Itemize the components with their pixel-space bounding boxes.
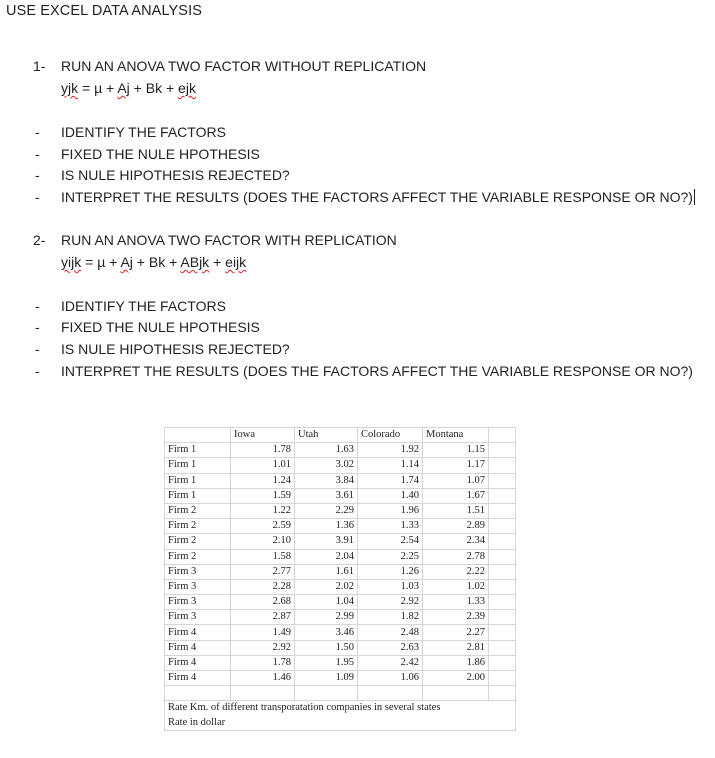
formula-mid: = µ + — [78, 80, 118, 96]
row-label[interactable]: Firm 4 — [165, 625, 231, 640]
row-label[interactable]: Firm 3 — [165, 579, 231, 594]
table-cell[interactable]: 1.67 — [423, 488, 489, 503]
empty-cell[interactable] — [231, 686, 295, 701]
table-cell[interactable]: 2.04 — [295, 549, 358, 564]
row-label[interactable]: Firm 2 — [165, 534, 231, 549]
bullet-marker: - — [35, 341, 40, 357]
row-label[interactable]: Firm 3 — [165, 595, 231, 610]
table-cell[interactable]: 1.15 — [423, 443, 489, 458]
empty-cell[interactable] — [489, 549, 516, 564]
table-cell[interactable]: 1.78 — [231, 655, 295, 670]
row-label[interactable]: Firm 1 — [165, 458, 231, 473]
table-cell[interactable]: 1.02 — [423, 579, 489, 594]
table-row — [165, 549, 516, 564]
empty-cell[interactable] — [358, 686, 423, 701]
column-header[interactable]: Colorado — [358, 428, 423, 443]
table-cell[interactable]: 1.74 — [358, 473, 423, 488]
table-cell[interactable]: 1.58 — [231, 549, 295, 564]
table-cell[interactable]: 2.42 — [358, 655, 423, 670]
row-label[interactable]: Firm 4 — [165, 640, 231, 655]
section1-bullet: IDENTIFY THE FACTORS — [61, 124, 226, 140]
table-cell[interactable]: 2.99 — [295, 610, 358, 625]
table-row — [165, 655, 516, 670]
table-cell[interactable]: 1.78 — [231, 443, 295, 458]
empty-cell[interactable] — [489, 655, 516, 670]
table-cell[interactable]: 2.25 — [358, 549, 423, 564]
bullet-marker: - — [35, 167, 40, 183]
bullet-marker: - — [35, 146, 40, 162]
table-row — [165, 671, 516, 686]
table-cell[interactable]: 2.92 — [231, 640, 295, 655]
formula-plus: + — [209, 254, 226, 270]
column-header[interactable]: Montana — [423, 428, 489, 443]
section1-formula — [61, 80, 196, 96]
table-cell[interactable]: 2.78 — [423, 549, 489, 564]
table-cell[interactable]: 1.63 — [295, 443, 358, 458]
table-cell[interactable]: 1.51 — [423, 503, 489, 518]
empty-cell[interactable] — [489, 686, 516, 701]
table-row — [165, 595, 516, 610]
table-row — [165, 579, 516, 594]
table-cell[interactable]: 2.48 — [358, 625, 423, 640]
table-cell[interactable]: 1.14 — [358, 458, 423, 473]
table-cell[interactable]: 2.02 — [295, 579, 358, 594]
formula-y: yjk — [61, 80, 79, 96]
section2-formula — [61, 254, 246, 270]
table-cell[interactable]: 1.06 — [358, 671, 423, 686]
table-cell[interactable]: 1.59 — [231, 488, 295, 503]
table-row — [165, 443, 516, 458]
formula-plus: + Bk + — [132, 254, 181, 270]
text-cursor — [694, 189, 695, 205]
table-cell[interactable]: 1.33 — [358, 519, 423, 534]
table-cell[interactable]: 1.61 — [295, 564, 358, 579]
table-cell[interactable]: 3.91 — [295, 534, 358, 549]
table-cell[interactable]: 2.63 — [358, 640, 423, 655]
empty-cell[interactable] — [489, 443, 516, 458]
empty-cell[interactable] — [489, 488, 516, 503]
table-cell[interactable]: 2.34 — [423, 534, 489, 549]
empty-cell[interactable] — [165, 686, 231, 701]
table-cell[interactable]: 1.07 — [423, 473, 489, 488]
table-cell[interactable]: 1.46 — [231, 671, 295, 686]
formula-e: ejk — [178, 80, 196, 96]
empty-cell[interactable] — [489, 640, 516, 655]
table-cell[interactable]: 2.92 — [358, 595, 423, 610]
bullet-marker: - — [35, 189, 40, 205]
section2-number: 2- — [33, 232, 46, 248]
table-cell[interactable]: 1.36 — [295, 519, 358, 534]
empty-cell[interactable] — [489, 503, 516, 518]
table-cell[interactable]: 1.22 — [231, 503, 295, 518]
bullet-marker: - — [35, 124, 40, 140]
section1-bullet-with-cursor[interactable] — [61, 189, 695, 205]
row-label[interactable]: Firm 2 — [165, 503, 231, 518]
row-label[interactable]: Firm 3 — [165, 564, 231, 579]
empty-cell[interactable] — [489, 610, 516, 625]
table-row — [165, 640, 516, 655]
table-cell[interactable]: 1.17 — [423, 458, 489, 473]
empty-cell[interactable] — [489, 473, 516, 488]
table-cell[interactable]: 2.59 — [231, 519, 295, 534]
table-cell[interactable]: 2.68 — [231, 595, 295, 610]
row-label[interactable]: Firm 1 — [165, 488, 231, 503]
table-cell[interactable]: 2.29 — [295, 503, 358, 518]
empty-cell[interactable] — [489, 458, 516, 473]
table-row — [165, 610, 516, 625]
section1-bullet: IS NULE HIPOTHESIS REJECTED? — [61, 167, 290, 183]
table-row — [165, 503, 516, 518]
table-cell[interactable]: 2.54 — [358, 534, 423, 549]
table-cell[interactable]: 2.87 — [231, 610, 295, 625]
section2-bullet: INTERPRET THE RESULTS (DOES THE FACTORS AFFECT THE VARIABLE RESPONSE OR NO?) — [61, 363, 693, 379]
table-cell[interactable]: 1.24 — [231, 473, 295, 488]
page-title: USE EXCEL DATA ANALYSIS — [6, 3, 202, 19]
bullet-marker: - — [35, 319, 40, 335]
table-header-row — [165, 428, 516, 443]
table-cell[interactable]: 1.01 — [231, 458, 295, 473]
table-cell[interactable]: 1.33 — [423, 595, 489, 610]
table-cell[interactable]: 2.00 — [423, 671, 489, 686]
table-cell[interactable]: 1.95 — [295, 655, 358, 670]
bullet-marker: - — [35, 363, 40, 379]
empty-cell[interactable] — [489, 671, 516, 686]
empty-cell[interactable] — [295, 686, 358, 701]
empty-cell[interactable] — [489, 625, 516, 640]
table-row — [165, 564, 516, 579]
column-header[interactable] — [165, 428, 231, 443]
table-cell[interactable]: 1.04 — [295, 595, 358, 610]
table-row — [165, 625, 516, 640]
formula-ab: ABjk — [180, 254, 210, 270]
formula-mid: = µ + — [81, 254, 121, 270]
table-cell[interactable]: 1.96 — [358, 503, 423, 518]
data-table — [164, 427, 516, 731]
table-cell[interactable]: 3.46 — [295, 625, 358, 640]
formula-a: Aj — [120, 254, 133, 270]
table-cell[interactable]: 2.10 — [231, 534, 295, 549]
empty-cell[interactable] — [489, 595, 516, 610]
table-cell[interactable]: 2.22 — [423, 564, 489, 579]
row-label[interactable]: Firm 4 — [165, 671, 231, 686]
table-cell[interactable]: 3.84 — [295, 473, 358, 488]
empty-cell[interactable] — [489, 534, 516, 549]
column-header[interactable]: Iowa — [231, 428, 295, 443]
section2-bullet: FIXED THE NULE HPOTHESIS — [61, 319, 260, 335]
table-row — [165, 534, 516, 549]
row-label[interactable]: Firm 1 — [165, 473, 231, 488]
column-header[interactable]: Utah — [295, 428, 358, 443]
table-cell[interactable]: 2.28 — [231, 579, 295, 594]
row-label[interactable]: Firm 3 — [165, 610, 231, 625]
section2-bullet: IS NULE HIPOTHESIS REJECTED? — [61, 341, 290, 357]
section2-heading: RUN AN ANOVA TWO FACTOR WITH REPLICATION — [61, 232, 397, 248]
empty-cell[interactable] — [489, 519, 516, 534]
table-row-blank — [165, 686, 516, 701]
table-cell[interactable]: 2.27 — [423, 625, 489, 640]
formula-plus: + Bk + — [129, 80, 179, 96]
table-cell[interactable]: 3.61 — [295, 488, 358, 503]
table-row — [165, 458, 516, 473]
table-cell[interactable]: 1.86 — [423, 655, 489, 670]
table-cell[interactable]: 3.02 — [295, 458, 358, 473]
empty-cell[interactable] — [489, 428, 516, 443]
table-cell[interactable]: 2.39 — [423, 610, 489, 625]
table-row — [165, 488, 516, 503]
table-cell[interactable]: 1.09 — [295, 671, 358, 686]
table-cell[interactable]: 1.49 — [231, 625, 295, 640]
table-cell[interactable]: 2.81 — [423, 640, 489, 655]
table-cell[interactable]: 1.50 — [295, 640, 358, 655]
table-cell[interactable]: 1.92 — [358, 443, 423, 458]
section1-heading: RUN AN ANOVA TWO FACTOR WITHOUT REPLICATION — [61, 58, 427, 74]
table-note: Rate Km. of different transporatation companies in several states — [165, 701, 516, 716]
row-label[interactable]: Firm 1 — [165, 443, 231, 458]
section1-number: 1- — [33, 58, 46, 74]
section1-bullet: INTERPRET THE RESULTS (DOES THE FACTORS AFFECT THE VARIABLE RESPONSE OR NO?) — [61, 189, 693, 205]
table-row — [165, 473, 516, 488]
empty-cell[interactable] — [489, 564, 516, 579]
table-note: Rate in dollar — [165, 716, 516, 731]
table-cell[interactable]: 2.77 — [231, 564, 295, 579]
bullet-marker: - — [35, 298, 40, 314]
formula-e: eijk — [225, 254, 247, 270]
formula-a: Aj — [117, 80, 130, 96]
row-label[interactable]: Firm 2 — [165, 549, 231, 564]
table-cell[interactable]: 1.03 — [358, 579, 423, 594]
row-label[interactable]: Firm 4 — [165, 655, 231, 670]
table-cell[interactable]: 2.89 — [423, 519, 489, 534]
table-row — [165, 519, 516, 534]
section2-bullet: IDENTIFY THE FACTORS — [61, 298, 226, 314]
empty-cell[interactable] — [423, 686, 489, 701]
formula-y: yijk — [61, 254, 82, 270]
table-cell[interactable]: 1.40 — [358, 488, 423, 503]
empty-cell[interactable] — [489, 579, 516, 594]
row-label[interactable]: Firm 2 — [165, 519, 231, 534]
table-cell[interactable]: 1.26 — [358, 564, 423, 579]
table-cell[interactable]: 1.82 — [358, 610, 423, 625]
table-note-row — [165, 701, 516, 716]
table-note-row — [165, 716, 516, 731]
section1-bullet: FIXED THE NULE HPOTHESIS — [61, 146, 260, 162]
